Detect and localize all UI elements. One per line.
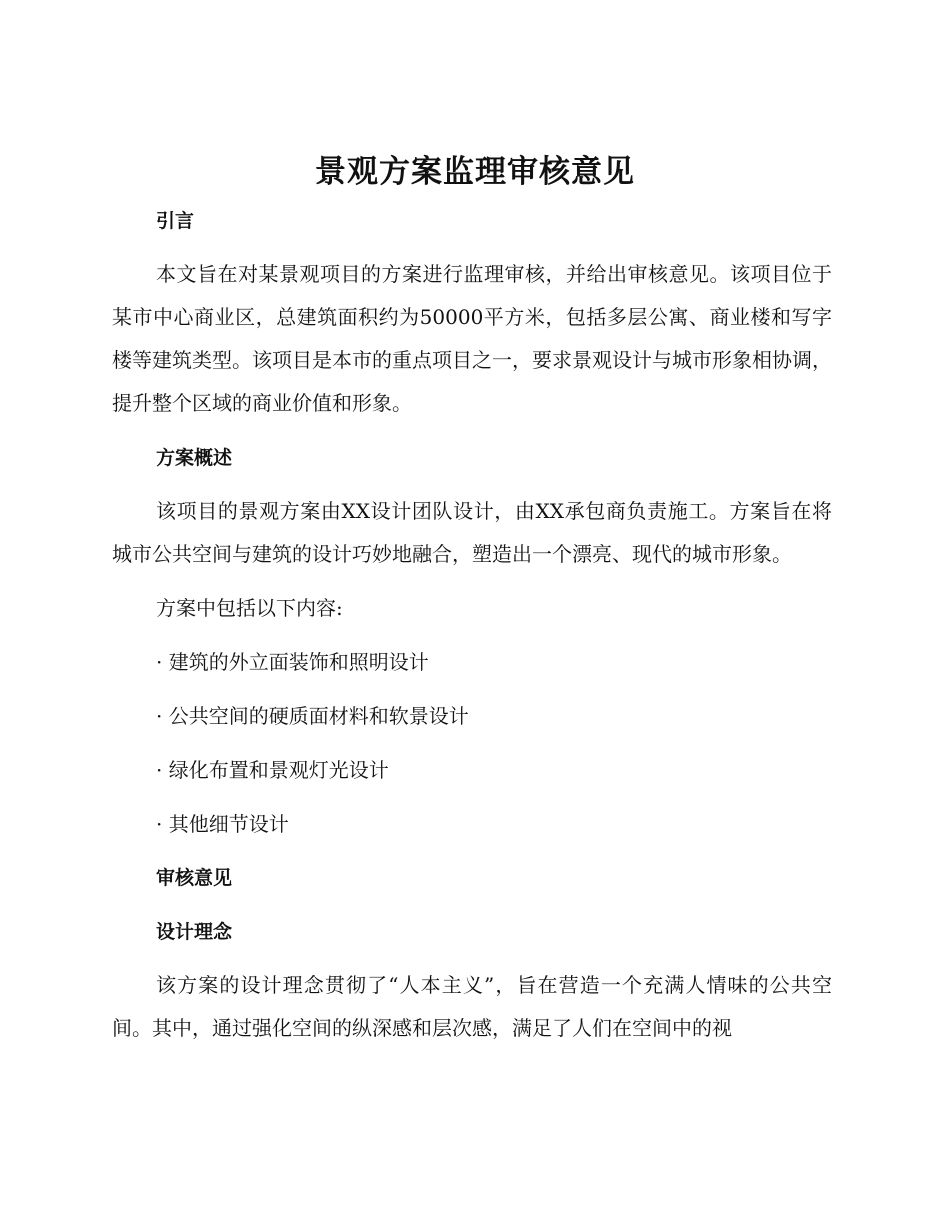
content-intro-paragraph: 方案中包括以下内容: bbox=[156, 596, 343, 620]
document-body bbox=[112, 199, 832, 1060]
document-title: 景观方案监理审核意见 bbox=[315, 154, 635, 190]
overview-paragraph: 该项目的景观方案由XX设计团队设计，由XX承包商负责施工。方案旨在将城市公共空间与建筑的设计巧妙地融合，塑造出一个漂亮、现代的城市形象。 bbox=[112, 499, 832, 566]
section-heading-review: 审核意见 bbox=[156, 867, 233, 889]
section-heading-concept: 设计理念 bbox=[156, 921, 233, 943]
intro-paragraph: 本文旨在对某景观项目的方案进行监理审核，并给出审核意见。该项目位于某市中心商业区，总建筑面积约为50000平方米，包括多层公寓、商业楼和写字楼等建筑类型。该项目是本市的重点项目之一，要求景观设计与城市形象相协调，提升整个区域的商业价值和形象。 bbox=[112, 262, 832, 415]
list-item: · 其他细节设计 bbox=[156, 812, 289, 836]
list-item: · 绿化布置和景观灯光设计 bbox=[156, 758, 389, 782]
concept-paragraph: 该方案的设计理念贯彻了“人本主义”，旨在营造一个充满人情味的公共空间。其中，通过强化空间的纵深感和层次感，满足了人们在空间中的视 bbox=[112, 973, 832, 1040]
section-heading-overview: 方案概述 bbox=[156, 447, 233, 469]
list-item: · 公共空间的硬质面材料和软景设计 bbox=[156, 704, 469, 728]
list-item: · 建筑的外立面装饰和照明设计 bbox=[156, 650, 429, 674]
section-heading-intro: 引言 bbox=[156, 210, 195, 232]
